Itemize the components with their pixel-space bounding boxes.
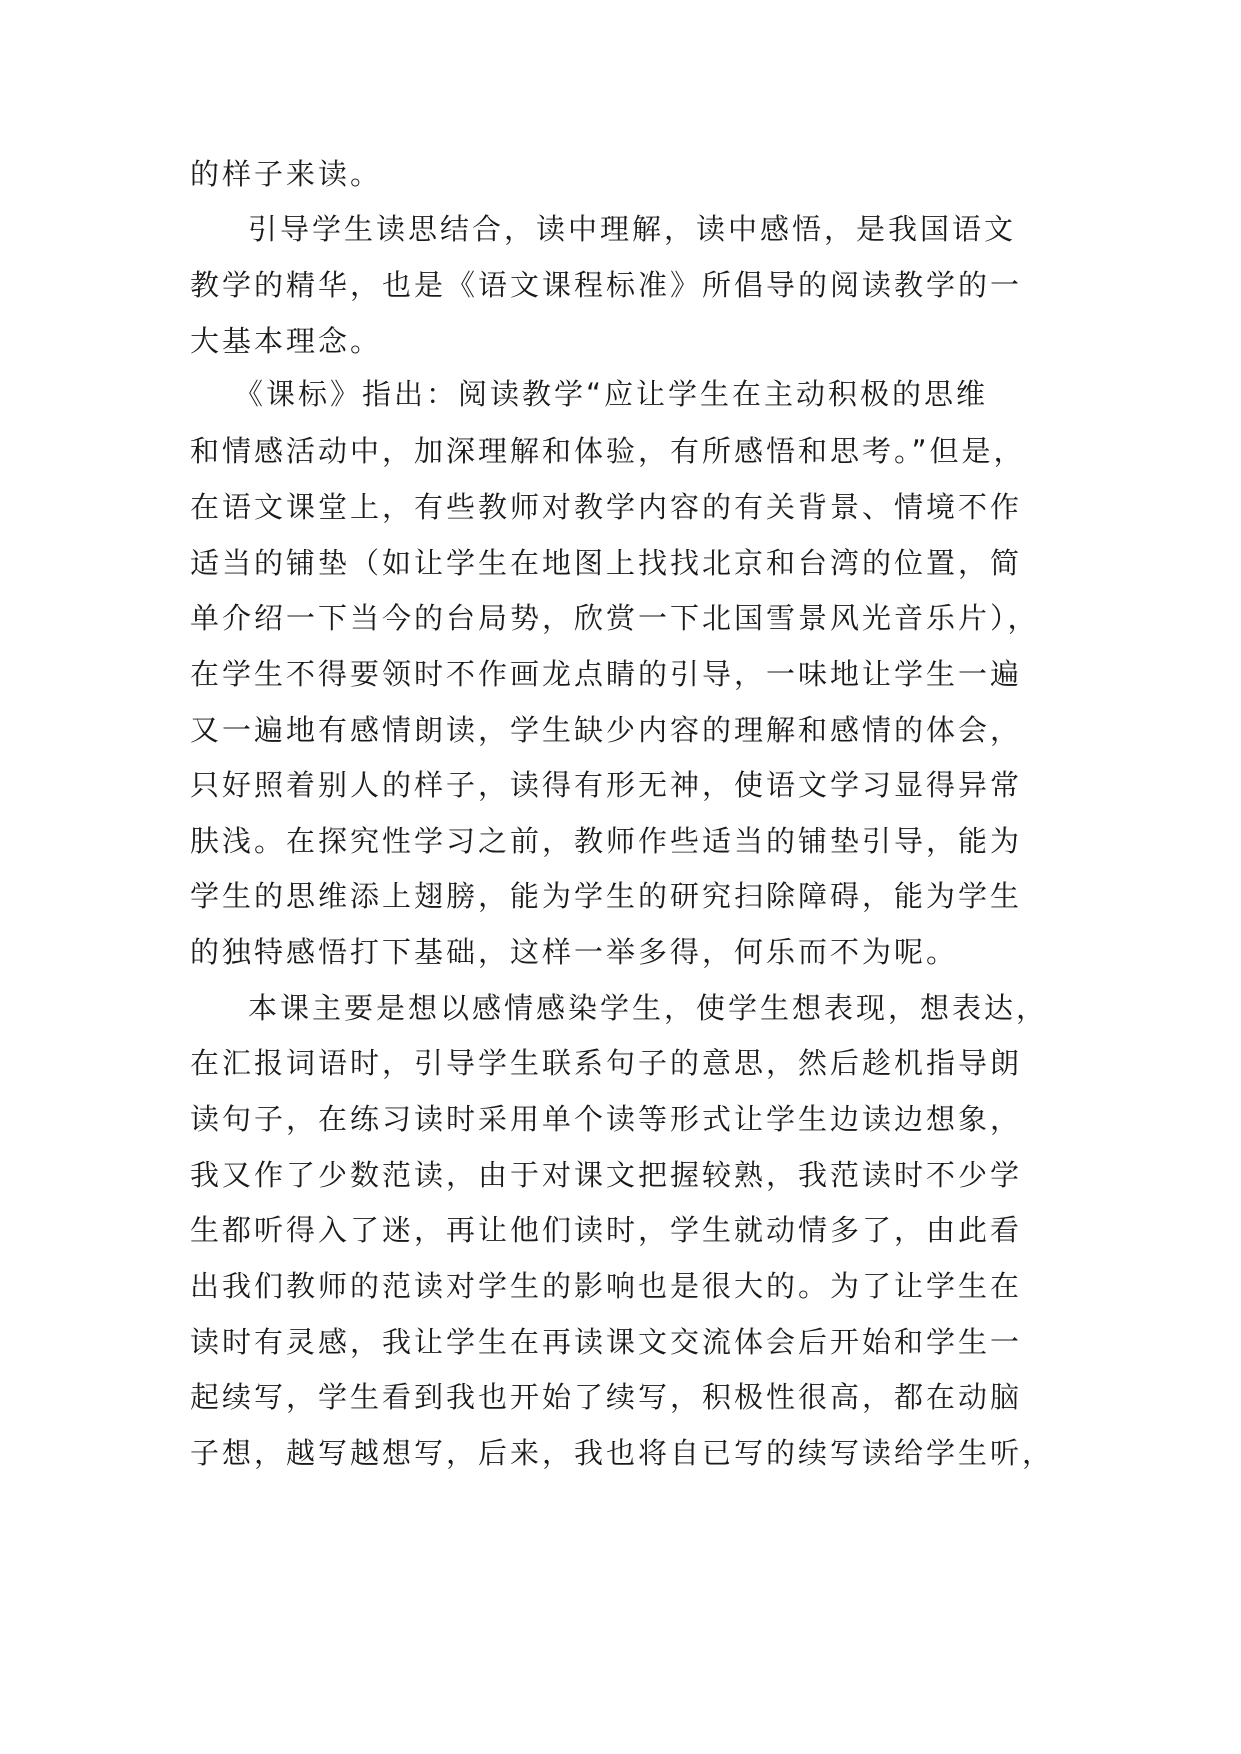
text-line: 单介绍一下当今的台局势，欣赏一下北国雪景风光音乐片）， bbox=[190, 601, 1040, 635]
text-line: 大基本理念。 bbox=[190, 324, 383, 358]
text-line: 适当的铺垫（如让学生在地图上找找北京和台湾的位置，简 bbox=[190, 546, 1023, 580]
text-line: 读时有灵感，我让学生在再读课文交流体会后开始和学生一 bbox=[190, 1325, 1023, 1359]
text-line: 肤浅。在探究性学习之前，教师作些适当的铺垫引导，能为 bbox=[190, 824, 1023, 858]
text-line: 教学的精华，也是《语文课程标准》所倡导的阅读教学的一 bbox=[190, 268, 1023, 302]
text-line: 的样子来读。 bbox=[190, 157, 383, 191]
text-line: 又一遍地有感情朗读，学生缺少内容的理解和感情的体会， bbox=[190, 713, 1023, 747]
text-line: 子想，越写越想写，后来，我也将自已写的续写读给学生听， bbox=[190, 1436, 1055, 1470]
text-line: 的独特感悟打下基础，这样一举多得，何乐而不为呢。 bbox=[190, 935, 959, 969]
text-line: 在学生不得要领时不作画龙点睛的引导，一味地让学生一遍 bbox=[190, 657, 1023, 691]
text-line: 生都听得入了迷，再让他们读时，学生就动情多了，由此看 bbox=[190, 1213, 1023, 1247]
text-line: 我又作了少数范读，由于对课文把握较熟，我范读时不少学 bbox=[190, 1158, 1023, 1192]
text-line: 起续写，学生看到我也开始了续写，积极性很高，都在动脑 bbox=[190, 1380, 1023, 1414]
paragraph-first-line: 《课标》指出：阅读教学“应让学生在主动积极的思维 bbox=[234, 377, 989, 411]
text-line: 学生的思维添上翅膀，能为学生的研究扫除障碍，能为学生 bbox=[190, 879, 1023, 913]
text-line: 在汇报词语时，引导学生联系句子的意思，然后趁机指导朗 bbox=[190, 1046, 1023, 1080]
text-line: 只好照着别人的样子，读得有形无神，使语文学习显得异常 bbox=[190, 768, 1023, 802]
text-line: 和情感活动中，加深理解和体验，有所感悟和思考。”但是， bbox=[190, 434, 1026, 468]
text-line: 出我们教师的范读对学生的影响也是很大的。为了让学生在 bbox=[190, 1269, 1023, 1303]
text-line: 在语文课堂上，有些教师对教学内容的有关背景、情境不作 bbox=[190, 490, 1023, 524]
text-line: 读句子，在练习读时采用单个读等形式让学生边读边想象， bbox=[190, 1102, 1023, 1136]
paragraph-first-line: 本课主要是想以感情感染学生，使学生想表现，想表达， bbox=[248, 991, 1049, 1025]
paragraph-first-line: 引导学生读思结合，读中理解，读中感悟，是我国语文 bbox=[248, 212, 1017, 246]
